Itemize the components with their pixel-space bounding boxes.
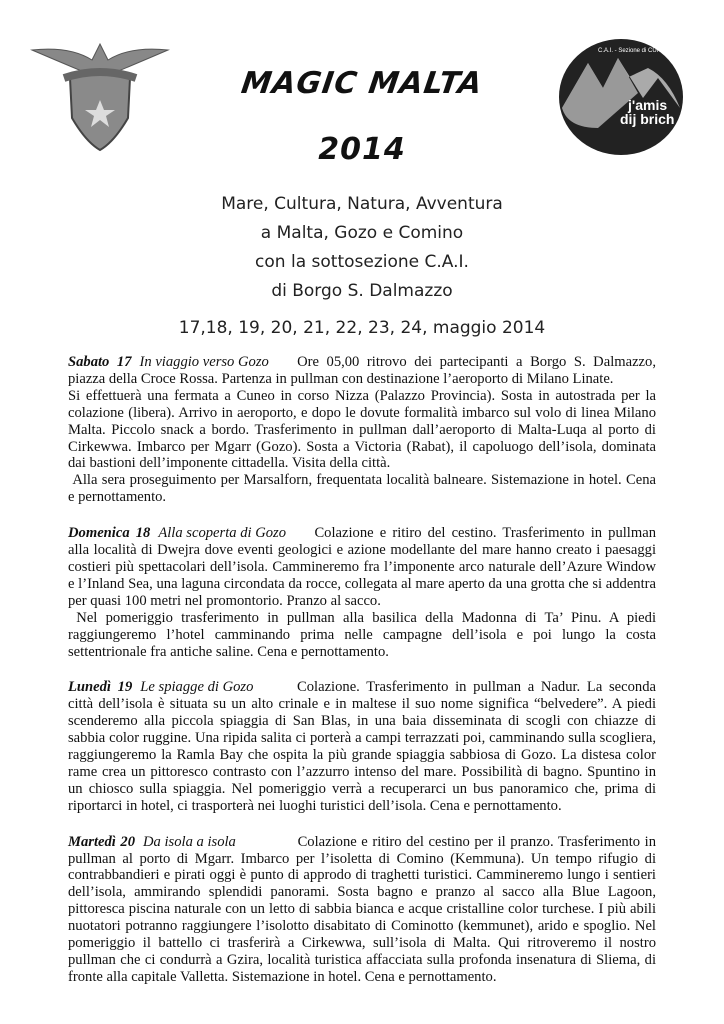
- page-title: MAGIC MALTA: [239, 66, 485, 101]
- day-section: [68, 834, 656, 986]
- day-label: Sabato 17: [68, 354, 132, 370]
- subtitle-line: a Malta, Gozo e Comino: [260, 223, 464, 243]
- day-text: Ore 05,00 ritrovo dei partecipanti a Borgo S. Dalmazzo, piazza della Croce Rossa. Partenza in pullman con destinazione l’aeroporto di Milano Linate.: [68, 354, 656, 387]
- day-theme: Alla scoperta di Gozo: [158, 525, 287, 542]
- day-label: Martedì 20: [68, 833, 135, 850]
- svg-text:dij brich: dij brich: [620, 111, 675, 127]
- trip-dates: 17,18, 19, 20, 21, 22, 23, 24, maggio 2014: [178, 318, 546, 338]
- day-text: Nel pomeriggio trasferimento in pullman alla basilica della Madonna di Ta’ Pinu. A piedi raggiungeremo l’hotel camminando prima nelle campagne dell’isola e poi lungo la costa settentrionale fra antiche saline. Cena e pernottamento.: [68, 609, 660, 660]
- day-section: [68, 525, 660, 660]
- day-text: Alla sera proseguimento per Marsalforn, frequentata località balneare. Sistemazione in hotel. Cena e pernottamento.: [68, 472, 660, 506]
- day-text: Colazione e ritiro del cestino. Trasferimento in pullman alla località di Dwejra dove eventi geologici e azione modellante del mare hanno creato i paesaggi costieri più spettacolari dell’isola. Cammineremo fra l’imponente arco naturale dell’Azure Window e l’Inland Sea, una laguna circondata da rocce, collegata al mare aperto da una grotta che si addentra per quasi 100 metri nel promontorio. Pranzo al sacco.: [68, 525, 656, 609]
- page-year: 2014: [318, 132, 406, 167]
- day-text: Colazione. Trasferimento in pullman a Nadur. La seconda città dell’isola è situata su un alto crinale e in maltese il suo nome significa “belvedere”. A piedi scenderemo alla piccola spiaggia di San Blas, in una baia disseminata di scogli con chiazze di sabbia color ruggine. Una ripida salita ci porterà a campi terrazzati poi, camminando sulla scogliera, raggiungeremo la Ramla Bay che ospita la più grande spiaggia sabbiosa di Gozo. La distesa color rame crea un pittoresco contrasto con l’azzurro intenso del mare. Possibilità di bagno. Spuntino in un chiosco sulla spiaggia. Nel pomeriggio verrà a recuperarci un bus panoramico che, prima di riportarci in hotel, ci trasporterà nei luoghi turistici dell’isola. Cena e pernottamento.: [68, 679, 657, 814]
- svg-text:j'amis: j'amis: [628, 97, 668, 113]
- day-theme: Da isola a isola: [143, 833, 236, 850]
- day-label: Lunedì 19: [68, 679, 133, 696]
- subtitle-line: di Borgo S. Dalmazzo: [271, 281, 453, 301]
- day-section: [68, 679, 656, 814]
- day-text: Si effettuerà una fermata a Cuneo in corso Nizza (Palazzo Provincia). Sosta in autostrada per la colazione (libera). Arrivo in aeroporto, e dopo le dovute formalità imbarco sul volo di linea Milano Malta. Piccolo snack a bordo. Trasferimento in pullman dall’aeroporto di Malta-Luqa al porto di Cirkewwa. Imbarco per Mgarr (Gozo). Sosta a Victoria (Rabat), il capoluogo dell’isola, dominata dai bastioni dell’imponente cittadella. Visita della città.: [68, 387, 656, 472]
- subtitle-line: con la sottosezione C.A.I.: [255, 252, 469, 272]
- day-section: [68, 354, 660, 506]
- day-theme: Le spiagge di Gozo: [140, 679, 254, 696]
- subtitle-line: Mare, Cultura, Natura, Avventura: [221, 194, 503, 214]
- day-theme: In viaggio verso Gozo: [139, 354, 269, 370]
- itinerary: [68, 354, 660, 1005]
- day-text: Colazione e ritiro del cestino per il pranzo. Trasferimento in pullman al porto di Mgarr. Imbarco per l’isoletta di Comino (Kemmuna). Un tempo rifugio di contrabbandieri e pirati oggi è punto di approdo di traghetti turistici. Cammineremo lungo i sentieri dell’isola, ammirando splendidi panorami. Sosta bagno e pranzo al sacco alla Blue Lagoon, pittoresca piscina naturale con un letto di sabbia bianca e acque cristalline color turchese. I più abili nuotatori potranno raggiungere l’isolotto disabitato di Cominotto (kemmunet), arido e spoglio. Nel pomeriggio il battello ci trasferirà a Cirkewwa, sull’isola di Malta. Qui ritroveremo il nostro pullman che ci condurrà a Gzira, località turistica affacciata sulla profonda insenatura di Sliema, di fronte alla capitale Valletta. Sistemazione in hotel. Cena e pernottamento.: [68, 833, 656, 985]
- svg-text:C.A.I. - Sezione di CUNEO: C.A.I. - Sezione di CUNEO: [598, 48, 670, 54]
- day-label: Domenica 18: [68, 525, 151, 542]
- subtitle: [0, 190, 724, 306]
